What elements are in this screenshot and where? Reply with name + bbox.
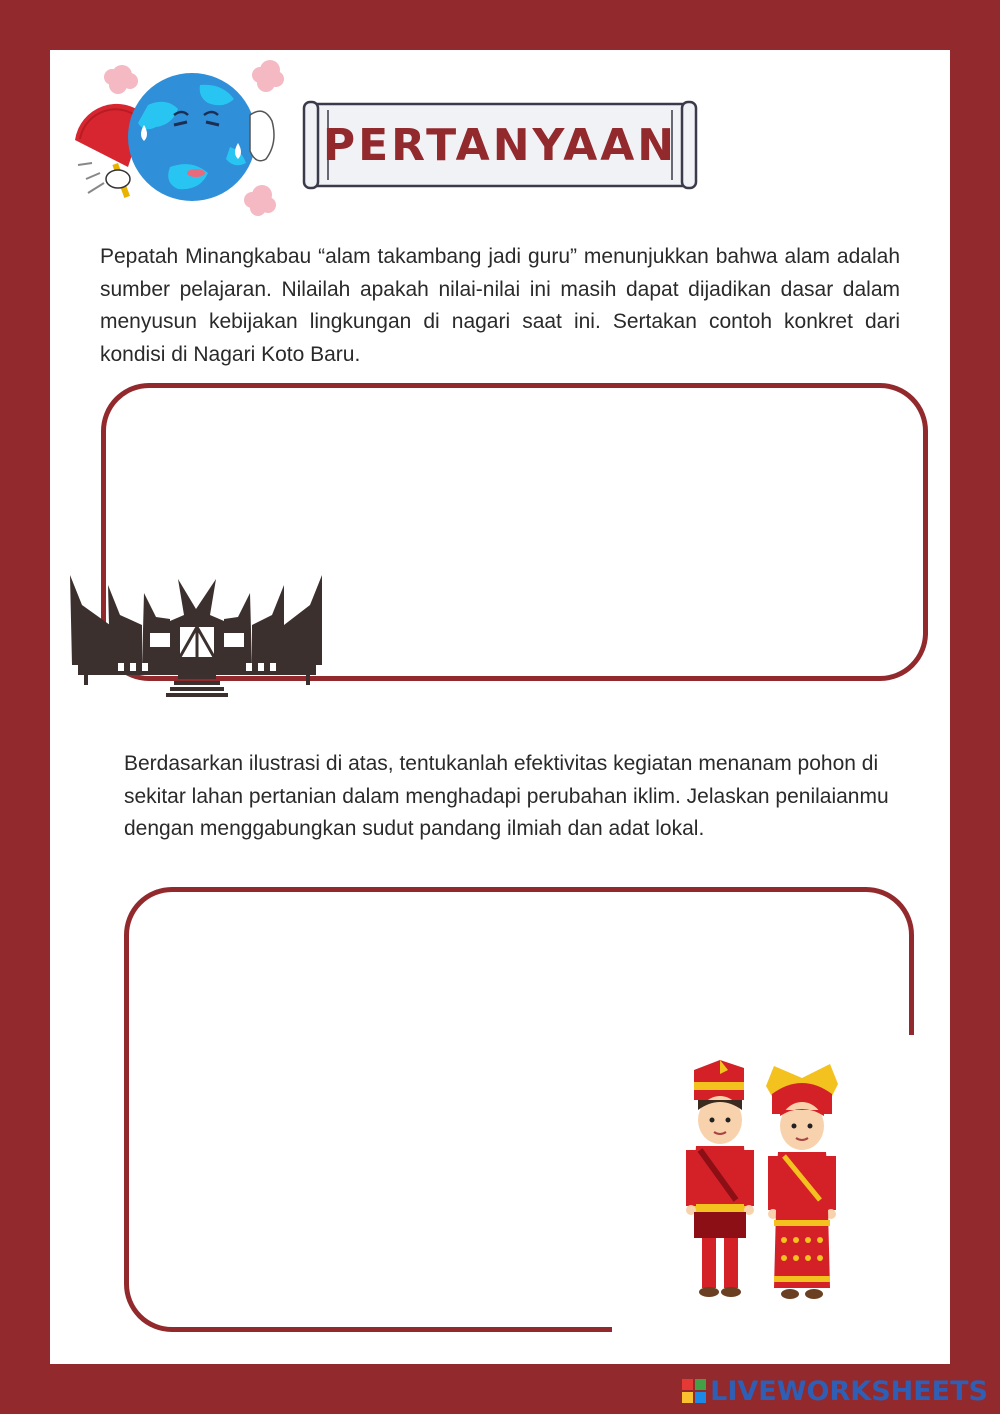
girl-figure — [766, 1064, 838, 1299]
page-title: PERTANYAAN — [322, 119, 678, 171]
boy-figure — [686, 1060, 754, 1297]
liveworksheets-logo-icon — [682, 1379, 706, 1403]
earth-illustration — [70, 55, 290, 220]
traditional-couple-illustration — [680, 1060, 870, 1310]
question-1-text: Pepatah Minangkabau “alam takambang jadi guru” menunjukkan bahwa alam adalah sumber pelajaran. Nilailah apakah nilai-nilai ini masih dapat dijadikan dasar dalam menyusun kebijakan lingkungan di nagari saat ini. Sertakan contoh konkret dari kondisi di Nagari Koto Baru. — [100, 245, 900, 367]
title-banner — [302, 100, 698, 190]
question-2-text: Berdasarkan ilustrasi di atas, tentukanlah efektivitas kegiatan menanam pohon di sekitar lahan pertanian dalam menghadapi perubahan iklim. Jelaskan penilaianmu dengan menggabungkan sudut pandang ilmiah dan adat lokal. — [124, 752, 889, 841]
liveworksheets-watermark — [682, 1376, 988, 1406]
rumah-gadang-illustration — [70, 575, 325, 700]
watermark-text: LIVEWORKSHEETS — [710, 1375, 988, 1407]
